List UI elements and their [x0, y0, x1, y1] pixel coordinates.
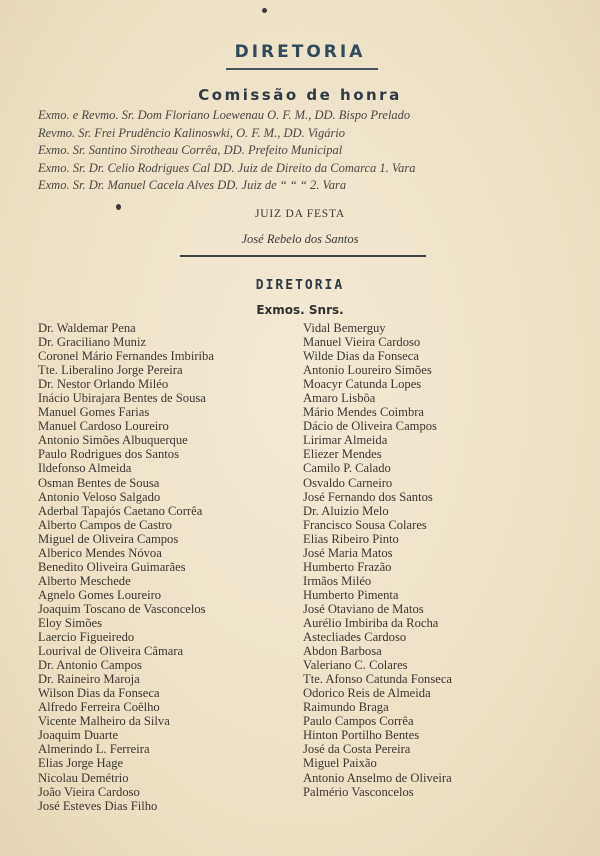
member-name: José Otaviano de Matos: [303, 601, 424, 616]
member-name: Coronel Mário Fernandes Imbiriba: [38, 349, 214, 364]
member-name: Manuel Gomes Farias: [38, 405, 150, 420]
member-name: Dr. Waldemar Pena: [38, 321, 136, 335]
member-name: Manuel Cardoso Loureiro: [38, 419, 169, 434]
member-name: José Maria Matos: [303, 545, 393, 560]
member-name: Elias Ribeiro Pinto: [303, 531, 399, 546]
member-name: Antonio Veloso Salgado: [38, 489, 161, 504]
member-name: Aurélio Imbiriba da Rocha: [303, 615, 439, 630]
member-name: Amaro Lisbôa: [303, 391, 376, 406]
page-title: DIRETORIA: [234, 42, 366, 62]
member-name: Antonio Loureiro Simões: [303, 363, 432, 378]
member-name: Mário Mendes Coimbra: [303, 405, 425, 420]
honor-list: [38, 107, 578, 195]
member-name: Moacyr Catunda Lopes: [303, 377, 422, 392]
section-divider: [180, 255, 426, 257]
salutation: Exmos. Snrs.: [256, 303, 344, 317]
ink-dot: [262, 8, 267, 13]
member-name: Vidal Bemerguy: [303, 321, 386, 335]
member-name: Vicente Malheiro da Silva: [38, 714, 170, 729]
member-name: Odorico Reis de Almeida: [303, 686, 431, 701]
member-name: Almerindo L. Ferreira: [38, 742, 150, 757]
member-name: Dácio de Oliveira Campos: [303, 419, 437, 434]
member-name: Humberto Pimenta: [303, 587, 399, 602]
member-name: Wilde Dias da Fonseca: [303, 349, 419, 364]
judge-name: José Rebelo dos Santos: [241, 232, 359, 246]
honor-member: Exmo. e Revmo. Sr. Dom Floriano Loewenau O. F. M., DD. Bispo Prelado: [38, 108, 411, 122]
member-name: Dr. Antonio Campos: [38, 658, 142, 673]
member-name: José da Costa Pereira: [303, 742, 411, 757]
member-name: Antonio Anselmo de Oliveira: [303, 770, 452, 785]
honor-member: Exmo. Sr. Dr. Celio Rodrigues Cal DD. Juiz de Direito da Comarca 1. Vara: [38, 160, 416, 175]
member-name: Humberto Frazão: [303, 559, 392, 574]
judge-title: JUIZ DA FESTA: [255, 208, 345, 220]
member-name: Alberico Mendes Nóvoa: [38, 545, 162, 560]
member-name: Dr. Nestor Orlando Miléo: [38, 377, 169, 392]
member-name: Lourival de Oliveira Câmara: [38, 644, 184, 659]
member-name: Wilson Dias da Fonseca: [38, 686, 160, 701]
member-name: Eliezer Mendes: [303, 447, 382, 462]
right-name-column: [303, 321, 452, 799]
member-name: Valeriano C. Colares: [303, 658, 408, 673]
member-name: Tte. Liberalino Jorge Pereira: [38, 363, 183, 378]
member-name: João Vieira Cardoso: [38, 784, 140, 799]
member-name: Agnelo Gomes Loureiro: [38, 587, 162, 602]
title-underline: [226, 68, 378, 70]
member-name: Miguel de Oliveira Campos: [38, 531, 179, 546]
member-name: José Esteves Dias Filho: [38, 798, 158, 813]
member-name: Camilo P. Calado: [303, 461, 391, 476]
member-name: Elias Jorge Hage: [38, 756, 124, 771]
member-name: Francisco Sousa Colares: [303, 517, 427, 532]
member-name: Dr. Raineiro Maroja: [38, 672, 140, 687]
member-name: Raimundo Braga: [303, 700, 389, 715]
member-name: Alfredo Ferreira Coêlho: [38, 700, 160, 715]
member-name: Abdon Barbosa: [303, 644, 382, 659]
member-name: Dr. Aluizio Melo: [303, 503, 389, 518]
member-name: Joaquim Duarte: [38, 728, 119, 743]
member-name: Miguel Paixão: [303, 756, 377, 771]
member-name: José Fernando dos Santos: [303, 489, 433, 504]
member-name: Alberto Meschede: [38, 573, 131, 588]
commission-title: Comissão de honra: [198, 86, 402, 104]
member-name: Benedito Oliveira Guimarães: [38, 559, 186, 574]
member-name: Antonio Simões Albuquerque: [38, 433, 188, 448]
member-name: Aderbal Tapajós Caetano Corrêa: [38, 503, 203, 518]
honor-member: Revmo. Sr. Frei Prudêncio Kalinoswki, O. F. M., DD. Vigário: [38, 125, 346, 140]
member-name: Osvaldo Carneiro: [303, 475, 393, 490]
board-title: DIRETORIA: [255, 278, 345, 293]
member-name: Alberto Campos de Castro: [38, 517, 172, 532]
member-name: Palmério Vasconcelos: [303, 784, 414, 799]
honor-member: Exmo. Sr. Dr. Manuel Cacela Alves DD. Juiz de “ “ “ 2. Vara: [38, 178, 347, 192]
member-name: Lirimar Almeida: [303, 433, 388, 448]
member-name: Astecliades Cardoso: [303, 630, 407, 645]
member-name: Hinton Portilho Bentes: [303, 728, 420, 743]
member-name: Irmãos Miléo: [303, 573, 372, 588]
member-name: Dr. Graciliano Muniz: [38, 335, 147, 350]
member-name: Manuel Vieira Cardoso: [303, 335, 421, 350]
left-name-column: [38, 321, 214, 813]
member-name: Eloy Simões: [38, 615, 103, 630]
member-name: Laercio Figueiredo: [38, 630, 135, 645]
member-name: Tte. Afonso Catunda Fonseca: [303, 672, 452, 687]
honor-member: Exmo. Sr. Santino Sirotheau Corrêa, DD. Prefeito Municipal: [38, 143, 343, 157]
member-name: Inácio Ubirajara Bentes de Sousa: [38, 391, 206, 406]
member-name: Paulo Campos Corrêa: [303, 714, 414, 729]
member-name: Ildefonso Almeida: [38, 461, 132, 476]
member-name: Joaquim Toscano de Vasconcelos: [38, 601, 206, 616]
member-name: Nicolau Demétrio: [38, 770, 129, 785]
member-name: Osman Bentes de Sousa: [38, 475, 160, 490]
member-name: Paulo Rodrigues dos Santos: [38, 447, 179, 462]
